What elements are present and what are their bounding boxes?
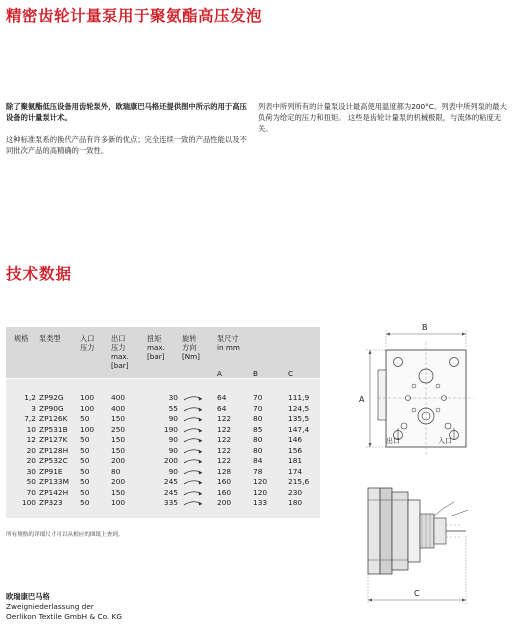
curved-arrow-icon (182, 447, 206, 456)
th-spec: 规格 (14, 334, 29, 343)
cell-spec: 7,2 (24, 414, 36, 423)
cell-inlet: 50 (80, 487, 90, 497)
cell-torque: 90 (168, 445, 178, 455)
cell-type: ZP531B (39, 424, 68, 434)
curved-arrow-icon (182, 499, 206, 508)
th-type: 泵类型 (39, 334, 61, 343)
cell-torque: 200 (163, 456, 178, 465)
curved-arrow-icon (182, 436, 206, 445)
cell-spec: 30 (26, 466, 36, 476)
cell-b: 120 (253, 477, 268, 486)
curved-arrow-icon (182, 415, 206, 424)
cell-spec: 100 (21, 498, 36, 507)
cell-torque: 90 (168, 414, 178, 423)
th-outlet: 出口 压力 max. [bar] (111, 334, 129, 370)
cell-type: ZP92G (39, 393, 64, 402)
cell-type: ZP323 (39, 498, 63, 507)
company-block (6, 592, 122, 622)
cell-outlet: 150 (111, 435, 126, 444)
cell-torque: 245 (163, 477, 178, 486)
cell-outlet: 250 (111, 424, 126, 434)
cell-torque: 190 (163, 424, 178, 434)
curved-arrow-icon (182, 426, 206, 435)
table-row (6, 477, 320, 488)
cell-b: 85 (253, 424, 263, 434)
cell-spec: 20 (26, 445, 36, 455)
table-header (6, 327, 320, 378)
label-outlet: 出口 (386, 437, 400, 445)
cell-type: ZP90G (39, 403, 64, 413)
cell-b: 70 (253, 393, 263, 402)
curved-arrow-icon (182, 405, 206, 414)
cell-type: ZP91E (39, 466, 63, 476)
cell-outlet: 100 (111, 498, 126, 507)
intro-left-bold: 除了聚氨酯低压设备用齿轮泵外，欧瑞康巴马格还提供图中所示的用于高压设备的计量泵计术。 (6, 102, 247, 122)
th-b: B (253, 369, 258, 378)
cell-inlet: 50 (80, 445, 90, 455)
company-name: 欧瑞康巴马格 (6, 592, 50, 601)
intro-left (6, 101, 251, 156)
table-row (6, 498, 320, 509)
label-b: B (422, 323, 428, 332)
cell-torque: 245 (163, 487, 178, 497)
cell-type: ZP128H (39, 445, 69, 455)
intro-right (258, 101, 512, 134)
cell-torque: 55 (168, 403, 178, 413)
spec-table (6, 327, 320, 518)
cell-outlet: 150 (111, 414, 126, 423)
cell-outlet: 200 (111, 456, 126, 465)
cell-spec: 20 (26, 456, 36, 465)
label-c: C (414, 589, 420, 598)
cell-torque: 30 (168, 393, 178, 402)
cell-inlet: 50 (80, 414, 90, 423)
cell-a: 64 (217, 403, 227, 413)
cell-inlet: 50 (80, 456, 90, 465)
cell-c: 147,4 (288, 424, 310, 434)
cell-outlet: 150 (111, 487, 126, 497)
cell-b: 80 (253, 435, 263, 444)
curved-arrow-icon (182, 489, 206, 498)
cell-inlet: 50 (80, 477, 90, 486)
cell-c: 146 (288, 435, 303, 444)
cell-inlet: 100 (80, 403, 95, 413)
table-row (6, 488, 320, 499)
cell-a: 122 (217, 435, 232, 444)
table-row (6, 425, 320, 436)
table-body (6, 378, 320, 518)
cell-spec: 1,2 (24, 393, 36, 402)
intro-right-body: 列表中所列所有的计量泵设计最高使用温度都为200°C。列表中所列泵的最大负荷为给定的压力和扭矩。 这些是齿轮计量泵的机械极限，与流体的粘度无关。 (258, 102, 507, 133)
cell-spec: 50 (26, 477, 36, 486)
cell-outlet: 150 (111, 445, 126, 455)
pump-dimension-diagram (356, 320, 516, 610)
cell-a: 122 (217, 414, 232, 423)
label-inlet: 入口 (438, 437, 452, 445)
th-c: C (288, 369, 294, 378)
cell-a: 122 (217, 445, 232, 455)
cell-spec: 70 (26, 487, 36, 497)
cell-outlet: 400 (111, 393, 126, 402)
cell-c: 180 (288, 498, 303, 507)
table-row (6, 446, 320, 457)
cell-inlet: 50 (80, 466, 90, 476)
cell-b: 78 (253, 466, 263, 476)
table-row (6, 414, 320, 425)
tech-data-title: 技术数据 (6, 265, 73, 283)
th-rotation: 旋转 方向 [Nm] (182, 334, 200, 361)
cell-c: 111,9 (288, 393, 310, 402)
intro-left-body: 这种标准泵系的换代产品有许多新的优点；完全连续一致的产品性能以及不同批次产品的高精确的一致性。 (6, 135, 247, 155)
cell-c: 124,5 (288, 403, 310, 413)
cell-c: 215,6 (288, 477, 310, 486)
table-row (6, 404, 320, 415)
cell-torque: 335 (163, 498, 178, 507)
cell-a: 122 (217, 424, 232, 434)
cell-type: ZP142H (39, 487, 69, 497)
cell-type: ZP532C (39, 456, 68, 465)
cell-inlet: 100 (80, 393, 95, 402)
cell-b: 80 (253, 414, 263, 423)
cell-b: 133 (253, 498, 268, 507)
table-row (6, 456, 320, 467)
cell-a: 160 (217, 487, 232, 497)
cell-b: 70 (253, 403, 263, 413)
cell-inlet: 100 (80, 424, 95, 434)
cell-spec: 10 (26, 424, 36, 434)
th-a: A (217, 369, 222, 378)
table-row (6, 393, 320, 404)
footnote: 所有规格的详细尺寸可以从相应的图纸上查到。 (6, 532, 124, 538)
company-line2: Oerlikon Textile GmbH & Co. KG (6, 612, 123, 621)
cell-c: 230 (288, 487, 303, 497)
th-torque: 扭矩 max. [bar] (147, 334, 165, 361)
cell-torque: 90 (168, 435, 178, 444)
curved-arrow-icon (182, 478, 206, 487)
curved-arrow-icon (182, 468, 206, 477)
cell-inlet: 50 (80, 435, 90, 444)
cell-spec: 3 (31, 403, 36, 413)
cell-c: 135,5 (288, 414, 310, 423)
cell-c: 174 (288, 466, 303, 476)
cell-outlet: 200 (111, 477, 126, 486)
cell-type: ZP126K (39, 414, 68, 423)
curved-arrow-icon (182, 394, 206, 403)
company-line1: Zweigniederlassung der (6, 602, 94, 611)
cell-a: 122 (217, 456, 232, 465)
cell-type: ZP127K (39, 435, 68, 444)
cell-a: 200 (217, 498, 232, 507)
table-row (6, 467, 320, 478)
cell-spec: 12 (26, 435, 36, 444)
th-dims: 泵尺寸 in mm (217, 334, 240, 352)
cell-torque: 90 (168, 466, 178, 476)
label-a: A (359, 395, 365, 404)
cell-a: 160 (217, 477, 232, 486)
cell-b: 80 (253, 445, 263, 455)
curved-arrow-icon (182, 457, 206, 466)
cell-inlet: 50 (80, 498, 90, 507)
cell-b: 120 (253, 487, 268, 497)
cell-outlet: 80 (111, 466, 121, 476)
table-row (6, 435, 320, 446)
cell-c: 181 (288, 456, 303, 465)
cell-a: 128 (217, 466, 232, 476)
cell-outlet: 400 (111, 403, 126, 413)
cell-type: ZP133M (39, 477, 70, 486)
cell-c: 156 (288, 445, 303, 455)
cell-a: 64 (217, 393, 227, 402)
page-title: 精密齿轮计量泵用于聚氨酯高压发泡 (6, 7, 263, 25)
cell-b: 84 (253, 456, 263, 465)
th-inlet: 入口 压力 (80, 334, 95, 352)
